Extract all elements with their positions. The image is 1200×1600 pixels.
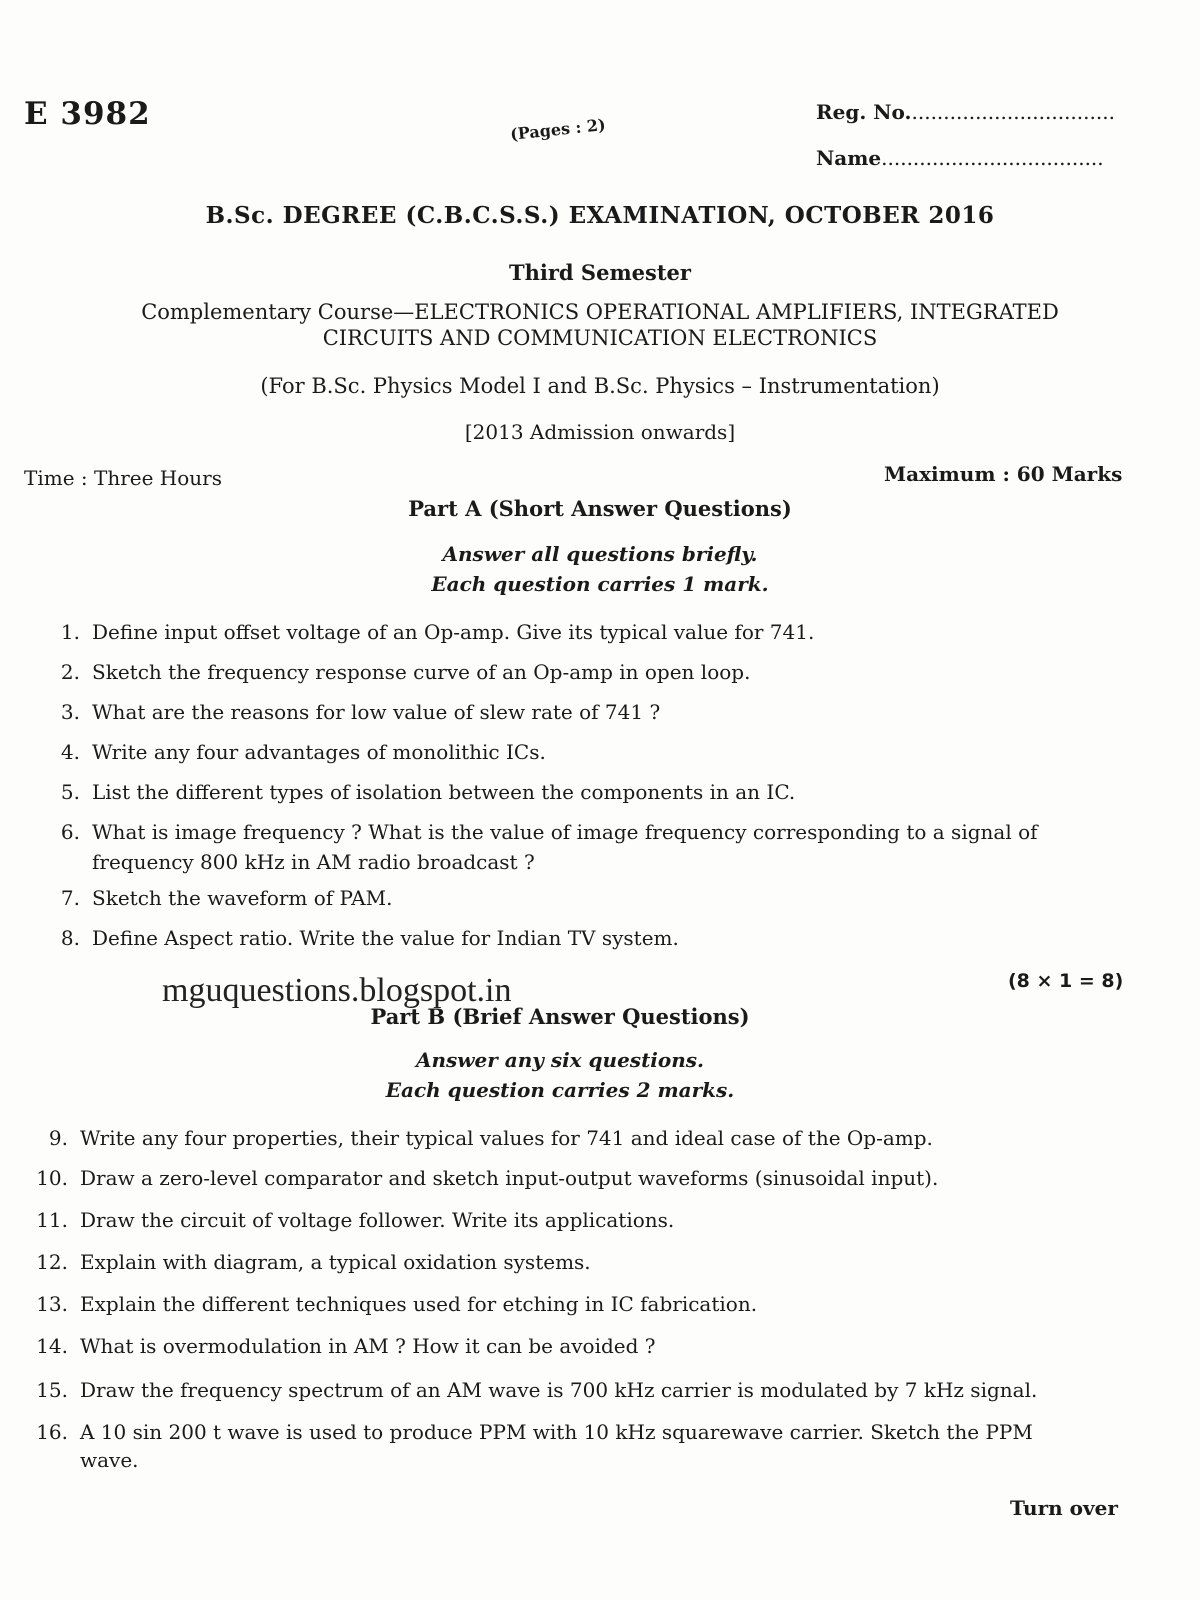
name-label: Name [816, 146, 882, 170]
max-marks: Maximum : 60 Marks [884, 462, 1123, 486]
question-text: What are the reasons for low value of slew rate of 741 ? [92, 700, 661, 724]
reg-no-dots: ................................ [911, 100, 1115, 124]
question-text: Write any four advantages of monolithic ICs. [92, 740, 546, 764]
admission-line: [2013 Admission onwards] [464, 420, 736, 444]
part-a-marks: (8 × 1 = 8) [1008, 970, 1124, 992]
question-number: 13. [36, 1292, 68, 1316]
programme-line: (For B.Sc. Physics Model I and B.Sc. Physics – Instrumentation) [260, 374, 940, 398]
question-text: Draw the circuit of voltage follower. Write its applications. [80, 1208, 675, 1232]
question-number: 7. [60, 886, 80, 910]
question-text: List the different types of isolation between the components in an IC. [92, 780, 796, 804]
exam-title: B.Sc. DEGREE (C.B.C.S.S.) EXAMINATION, OCTOBER 2016 [205, 202, 995, 229]
name-dots: ................................... [881, 146, 1104, 170]
part-b-title: Part B (Brief Answer Questions) [370, 1004, 750, 1029]
part-a-title: Part A (Short Answer Questions) [408, 496, 792, 521]
question-number: 10. [36, 1166, 68, 1190]
reg-no-field [816, 100, 1115, 124]
part-b-instruction-1: Answer any six questions. [415, 1048, 705, 1072]
question-number: 12. [36, 1250, 68, 1274]
part-a-instruction-1: Answer all questions briefly. [442, 542, 758, 566]
watermark: mguquestions.blogspot.in [162, 972, 512, 1009]
question-text: Sketch the waveform of PAM. [92, 886, 393, 910]
reg-no-label: Reg. No. [816, 100, 912, 124]
question-text: What is image frequency ? What is the value of image frequency corresponding to a signal of [92, 820, 1038, 844]
part-a-instruction-2: Each question carries 1 mark. [431, 572, 769, 596]
question-text: Define input offset voltage of an Op-amp. Give its typical value for 741. [92, 620, 815, 644]
turn-over-note: Turn over [1010, 1496, 1118, 1520]
semester: Third Semester [509, 260, 691, 285]
question-text: Draw a zero-level comparator and sketch input-output waveforms (sinusoidal input). [80, 1166, 939, 1190]
question-text-cont: wave. [80, 1448, 139, 1472]
question-number: 1. [60, 620, 80, 644]
question-number: 3. [60, 700, 80, 724]
question-number: 16. [36, 1420, 68, 1444]
question-number: 15. [36, 1378, 68, 1402]
question-number: 6. [60, 820, 80, 844]
question-text: Explain the different techniques used for etching in IC fabrication. [80, 1292, 758, 1316]
question-number: 9. [48, 1126, 68, 1150]
question-text: Write any four properties, their typical values for 741 and ideal case of the Op-amp. [80, 1126, 933, 1150]
course-title-line1: Complementary Course—ELECTRONICS OPERATIONAL AMPLIFIERS, INTEGRATED [141, 300, 1059, 324]
name-field [816, 146, 1104, 170]
question-number: 5. [60, 780, 80, 804]
exam-duration: Time : Three Hours [24, 466, 222, 490]
paper-code: E 3982 [24, 96, 151, 132]
page-count: (Pages : 2) [509, 115, 607, 144]
question-number: 8. [60, 926, 80, 950]
question-text: What is overmodulation in AM ? How it can be avoided ? [80, 1334, 656, 1358]
question-text: Draw the frequency spectrum of an AM wave is 700 kHz carrier is modulated by 7 kHz signal. [80, 1378, 1038, 1402]
question-text: Define Aspect ratio. Write the value for Indian TV system. [92, 926, 679, 950]
question-text-cont: frequency 800 kHz in AM radio broadcast ? [92, 850, 535, 874]
question-number: 4. [60, 740, 80, 764]
question-number: 11. [36, 1208, 68, 1232]
question-text: Explain with diagram, a typical oxidation systems. [80, 1250, 591, 1274]
part-b-instruction-2: Each question carries 2 marks. [385, 1078, 735, 1102]
question-number: 2. [60, 660, 80, 684]
course-title-line2: CIRCUITS AND COMMUNICATION ELECTRONICS [322, 326, 878, 350]
question-number: 14. [36, 1334, 68, 1358]
question-text: A 10 sin 200 t wave is used to produce PPM with 10 kHz squarewave carrier. Sketch the PPM [80, 1420, 1033, 1444]
question-text: Sketch the frequency response curve of an Op-amp in open loop. [92, 660, 751, 684]
